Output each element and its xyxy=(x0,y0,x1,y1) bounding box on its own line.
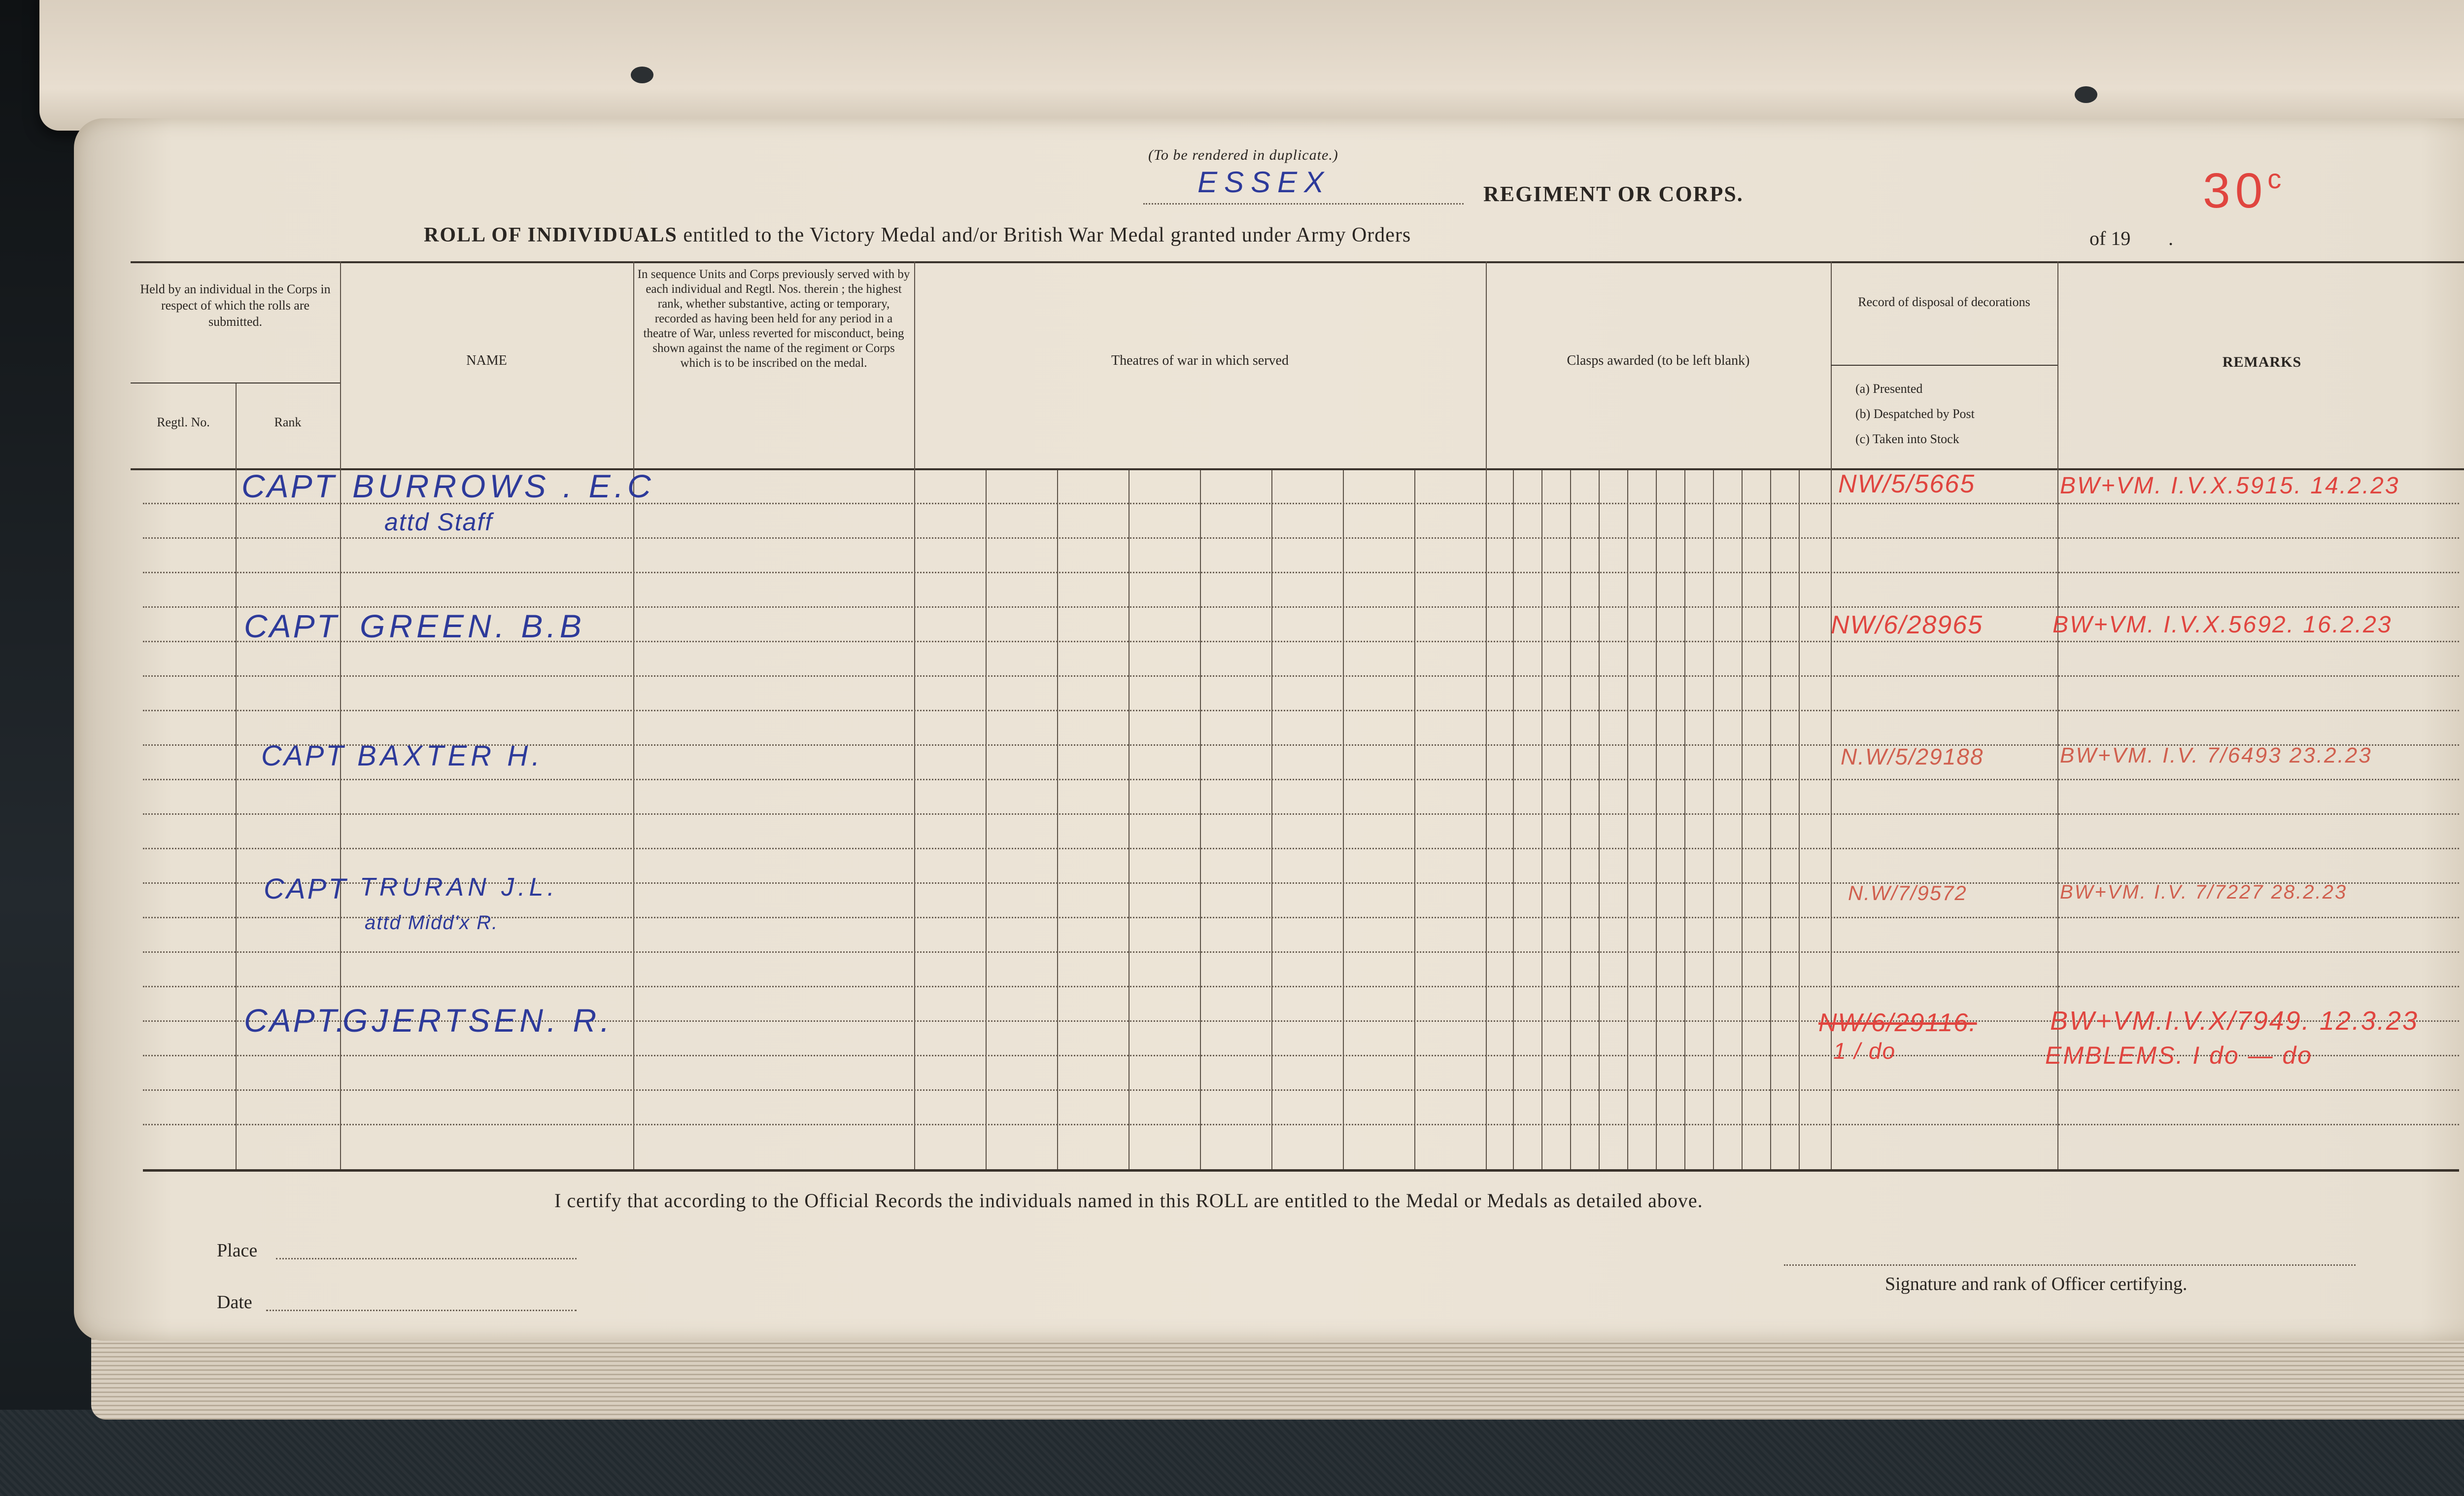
clasp-col xyxy=(1627,470,1628,1169)
clasp-col xyxy=(1541,470,1542,1169)
disposal-option-b: (b) Despatched by Post xyxy=(1855,407,1975,421)
col-divider xyxy=(236,383,237,1169)
clasp-col xyxy=(1770,470,1771,1169)
row-guide xyxy=(143,675,2459,677)
binder-cover xyxy=(0,1410,2464,1496)
folio-suffix: c xyxy=(2267,163,2287,194)
roll-page xyxy=(74,118,2464,1341)
row-guide xyxy=(143,1124,2459,1125)
entry-remarks: BW+VM. I.V.X.5692. 16.2.23 xyxy=(2053,612,2393,638)
roll-title: ROLL OF INDIVIDUALS xyxy=(424,224,678,246)
folio-number xyxy=(2203,163,2286,219)
col-divider xyxy=(633,261,634,1169)
duplicate-note: (To be rendered in duplicate.) xyxy=(1148,147,1338,163)
clasp-col xyxy=(1656,470,1657,1169)
entry-rank: CAPT xyxy=(264,873,348,905)
regiment-line xyxy=(1143,203,1464,205)
table-top-rule xyxy=(131,261,2464,263)
row-guide xyxy=(143,710,2459,711)
entry-name: GJERTSEN. R. xyxy=(342,1002,614,1039)
entry-name: BURROWS . E.C xyxy=(352,468,655,504)
disposal-option-c: (c) Taken into Stock xyxy=(1855,432,1959,446)
row-guide xyxy=(143,1089,2459,1091)
clasp-col xyxy=(1684,470,1685,1169)
entry-rank: CAPT. xyxy=(244,1002,347,1039)
entry-name: GREEN. B.B xyxy=(360,608,585,644)
page-edges xyxy=(91,1331,2464,1420)
certification-statement: I certify that according to the Official Records the individuals named in this ROLL are entitled to the Medal or Medals as detailed above. xyxy=(554,1189,1703,1212)
of-year: of 19 xyxy=(2089,227,2131,249)
folio-number-value: 30 xyxy=(2203,163,2268,218)
entry-rank: CAPT xyxy=(244,608,339,644)
held-by-heading: Held by an individual in the Corps in respect of which the rolls are submitted. xyxy=(140,282,331,329)
regtl-no-heading: Regtl. No. xyxy=(157,415,210,429)
theatre-col xyxy=(1271,470,1272,1169)
col-divider xyxy=(914,261,915,1169)
entry-rank: CAPT xyxy=(241,468,337,504)
roll-title-rest: entitled to the Victory Medal and/or British War Medal granted under Army Orders xyxy=(683,224,1411,246)
row-guide xyxy=(143,537,2459,539)
entry-disposal: NW/6/28965 xyxy=(1831,611,1984,639)
disposal-subheader-rule xyxy=(1831,365,2057,366)
clasps-heading: Clasps awarded (to be left blank) xyxy=(1567,353,1750,368)
entry-name: BAXTER H. xyxy=(357,740,544,772)
roll-title-line xyxy=(424,223,1411,247)
theatre-col xyxy=(1343,470,1344,1169)
facing-page-edge xyxy=(39,0,2464,131)
theatre-col xyxy=(1057,470,1058,1169)
theatre-col xyxy=(1414,470,1415,1169)
row-guide xyxy=(143,779,2459,780)
entry-remarks: BW+VM. I.V. 7/7227 28.2.23 xyxy=(2060,881,2348,903)
rank-heading: Rank xyxy=(274,415,302,429)
clasp-col xyxy=(1599,470,1600,1169)
regiment-label: REGIMENT OR CORPS. xyxy=(1483,182,1744,206)
theatre-col xyxy=(986,470,987,1169)
date-field xyxy=(266,1310,577,1311)
clasp-col xyxy=(1570,470,1571,1169)
regiment-name: ESSEX xyxy=(1198,166,1331,199)
disposal-heading: Record of disposal of decorations xyxy=(1858,295,2030,309)
signature-field xyxy=(1784,1264,2356,1266)
theatres-heading: Theatres of war in which served xyxy=(1111,353,1289,368)
col-divider xyxy=(1486,261,1487,1169)
entry-disposal: N.W/7/9572 xyxy=(1848,881,1967,905)
place-label: Place xyxy=(217,1240,258,1261)
entry-attachment: attd Staff xyxy=(384,508,493,536)
punch-hole xyxy=(631,67,653,83)
entry-attachment: attd Midd'x R. xyxy=(365,912,499,934)
clasp-col xyxy=(1742,470,1743,1169)
clasp-col xyxy=(1799,470,1800,1169)
clasp-col xyxy=(1513,470,1514,1169)
row-guide xyxy=(143,572,2459,573)
entry-disposal: N.W/5/29188 xyxy=(1841,744,1984,769)
name-heading: NAME xyxy=(466,353,507,368)
entry-remarks: BW+VM. I.V.X.5915. 14.2.23 xyxy=(2060,473,2400,499)
remarks-heading: REMARKS xyxy=(2222,354,2302,370)
of-year-dot: . xyxy=(2168,227,2173,249)
place-field xyxy=(276,1258,577,1259)
date-label: Date xyxy=(217,1292,252,1313)
entry-disposal-second: 1 / do xyxy=(1833,1038,1896,1064)
disposal-option-a: (a) Presented xyxy=(1855,382,1923,396)
row-guide xyxy=(143,986,2459,987)
entry-disposal: NW/5/5665 xyxy=(1838,470,1976,498)
signature-label: Signature and rank of Officer certifying. xyxy=(1885,1274,2188,1294)
entry-remarks-second: EMBLEMS. I do — do xyxy=(2045,1042,2313,1069)
row-guide xyxy=(143,951,2459,953)
clasp-col xyxy=(1713,470,1714,1169)
entry-remarks: BW+VM. I.V. 7/6493 23.2.23 xyxy=(2060,743,2372,767)
row-guide xyxy=(143,848,2459,849)
entry-disposal: NW/6/29116. xyxy=(1818,1009,1977,1037)
units-heading: In sequence Units and Corps previously served with by each individual and Regtl. Nos. therein ; the highest rank, whether substantive, acting or temporary, recorded as having been held for any period in a theatre of War, unless reverted for misconduct, being shown against the name of the regiment or Corps which is to be inscribed on the medal. xyxy=(637,268,910,370)
table-bottom-rule xyxy=(143,1169,2459,1172)
theatre-col xyxy=(1200,470,1201,1169)
entry-rank: CAPT xyxy=(261,740,345,772)
punch-hole xyxy=(2075,86,2097,103)
entry-name: TRURAN J.L. xyxy=(360,873,558,902)
entry-remarks: BW+VM.I.V.X/7949. 12.3.23 xyxy=(2050,1006,2419,1036)
row-guide xyxy=(143,813,2459,815)
